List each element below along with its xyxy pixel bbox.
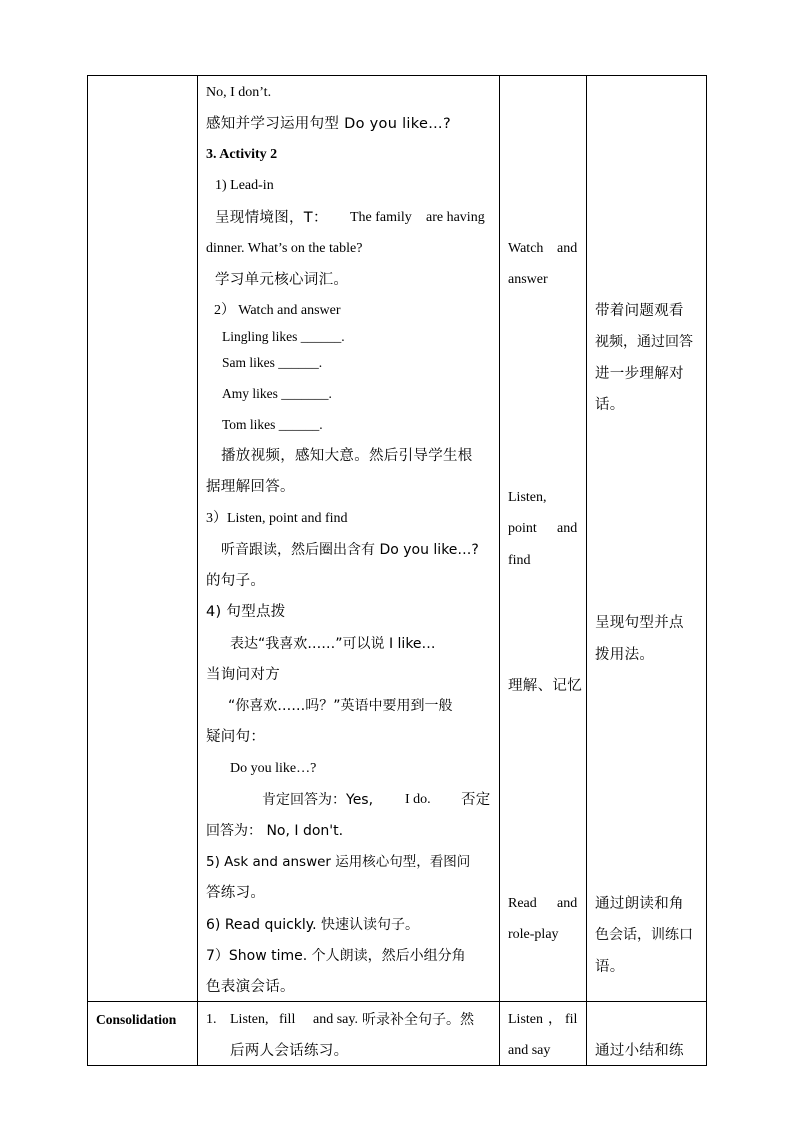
column-divider-3 — [586, 75, 587, 1066]
text-line: 否定 — [461, 792, 491, 808]
text-line: 1) Lead-in — [215, 178, 274, 193]
text-line: 呈现情境图，T： — [215, 210, 328, 226]
text-line: Lingling likes ______. — [222, 329, 345, 344]
table-border-top — [87, 75, 707, 76]
section-heading: 3. Activity 2 — [206, 147, 278, 162]
text-line: 肯定回答为：Yes, — [262, 792, 374, 808]
design-intent-text: 语。 — [595, 959, 625, 975]
design-intent-text: 色会话，训练口 — [595, 927, 693, 943]
student-activity-text: Watch — [508, 241, 544, 256]
text-line: 回答为： No, I don't. — [206, 823, 344, 839]
text-line: 答练习。 — [206, 885, 266, 901]
student-activity-text: and — [557, 241, 578, 256]
text-line: are having — [426, 210, 485, 225]
design-intent-text: 进一步理解对 — [595, 366, 684, 382]
student-activity-text: answer — [508, 272, 548, 287]
text-line: The family — [350, 210, 412, 225]
student-activity-text: Listen, — [508, 490, 547, 505]
text-line: Tom likes ______. — [222, 417, 323, 432]
design-intent-text: 带着问题观看 — [595, 303, 684, 319]
student-activity-text: point — [508, 521, 537, 536]
text-line: 学习单元核心词汇。 — [215, 272, 349, 288]
design-intent-text: 呈现句型并点 — [595, 615, 684, 631]
design-intent-text: 话。 — [595, 397, 625, 413]
text-line: 表达“我喜欢……”可以说 I like… — [230, 636, 436, 652]
text-line: 播放视频，感知大意。然后引导学生根 — [221, 448, 473, 464]
design-intent-text: 拨用法。 — [595, 647, 655, 663]
design-intent-text: 视频，通过回答 — [595, 334, 693, 350]
list-number: 1. — [206, 1012, 217, 1027]
student-activity-text: and — [557, 896, 578, 911]
design-intent-text: 通过朗读和角 — [595, 896, 684, 912]
text-line: 当询问对方 — [206, 667, 280, 683]
design-intent-text: 通过小结和练 — [595, 1043, 684, 1059]
text-line: No, I don’t. — [206, 85, 272, 100]
text-line: 的句子。 — [206, 573, 266, 589]
text-line: “你喜欢……吗？”英语中要用到一般 — [228, 698, 453, 714]
row-divider — [87, 1001, 707, 1002]
text-line: 感知并学习运用句型 Do you like…? — [206, 116, 451, 132]
text-line: Amy likes _______. — [222, 386, 332, 401]
text-line: 后两人会话练习。 — [230, 1043, 349, 1059]
text-line: 疑问句： — [206, 729, 266, 745]
student-activity-text: fil — [565, 1012, 578, 1027]
text-line: 5) Ask and answer 运用核心句型，看图问 — [206, 854, 471, 870]
text-line: 听录补全句子。然 — [362, 1012, 474, 1028]
table-border-bottom — [87, 1065, 707, 1066]
text-line: Sam likes ______. — [222, 355, 323, 370]
text-line: fill — [279, 1012, 296, 1027]
text-line: 听音跟读，然后圈出含有 Do you like…? — [221, 542, 479, 558]
text-line: I do. — [405, 792, 431, 807]
student-activity-text: 理解、记忆 — [508, 678, 582, 694]
text-line: 6) Read quickly. 快速认读句子。 — [206, 917, 419, 933]
student-activity-text: Read — [508, 896, 537, 911]
student-activity-text: ， — [548, 1012, 562, 1027]
student-activity-text: Listen — [508, 1012, 543, 1027]
text-line: Do you like…? — [230, 761, 317, 776]
student-activity-text: find — [508, 553, 531, 568]
text-line: and say. — [313, 1012, 358, 1027]
text-line: Listen, — [230, 1012, 269, 1027]
student-activity-text: role-play — [508, 927, 559, 942]
table-border-right — [706, 75, 707, 1066]
column-divider-2 — [499, 75, 500, 1066]
text-line: 色表演会话。 — [206, 979, 295, 995]
text-line: dinner. What’s on the table? — [206, 241, 363, 256]
text-line: 4) 句型点拨 — [206, 604, 286, 620]
student-activity-text: and say — [508, 1043, 551, 1058]
text-line: 据理解回答。 — [206, 479, 295, 495]
text-line: 3）Listen, point and find — [206, 511, 348, 526]
table-border-left — [87, 75, 88, 1066]
student-activity-text: and — [557, 521, 578, 536]
column-divider-1 — [197, 75, 198, 1066]
stage-label: Consolidation — [96, 1012, 177, 1027]
text-line: 7）Show time. 个人朗读，然后小组分角 — [206, 948, 466, 964]
text-line: 2） Watch and answer — [214, 303, 341, 318]
